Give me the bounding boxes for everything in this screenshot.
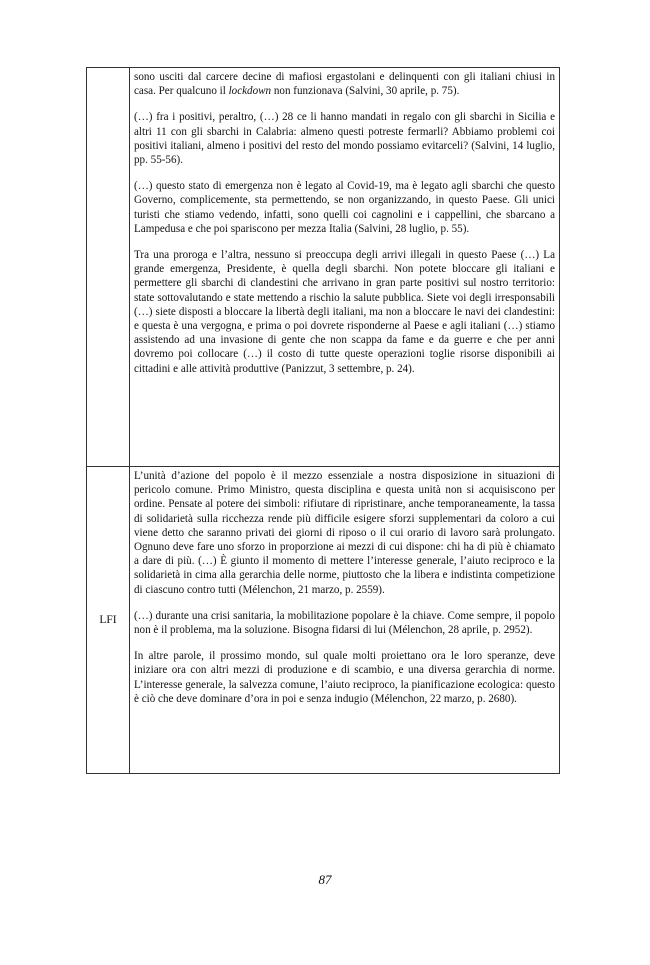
quote-paragraph: (…) fra i positivi, peraltro, (…) 28 ce li hanno mandati in regalo con gli sbarchi in Sicilia e altri 11 con gli sbarchi in Calabria: almeno questi potreste fermarli? Abbiamo problemi coi positivi italiani, almeno i positivi del resto del mondo possiamo evitarceli? (Salvini, 14 luglio, pp. 55-56). [134,111,555,167]
quotes-table [86,67,560,774]
quote-paragraph: (…) questo stato di emergenza non è legato al Covid-19, ma è legato agli sbarchi che questo Governo, complicemente, sta permettendo, se non organizzando, in questo Paese. Gli unici turisti che stiamo vedendo, infatti, sono quelli coi cagnolini e i cappellini, che sbarcano a Lampedusa e che poi spariscono per mezza Italia (Salvini, 28 luglio, p. 55). [134,180,555,235]
page-number: 87 [318,872,332,887]
emphasis-text: lockdown [228,85,272,98]
quote-paragraph: L’unità d’azione del popolo è il mezzo essenziale a nostra disposizione in situazioni di pericolo comune. Primo Ministro, questa disciplina e questa unità non si acquisiscono per ordine. Pensate al potere dei simboli: rifiutare di ripristinare, anche temporaneamente, la tassa di solidarietà sulla ricchezza rende più difficile esigere sforzi supplementari da coloro a cui viene detto che saranno privati dei giorni di riposo o il cui orario di lavoro sarà prolungato. Ognuno deve fare uno sforzo in proporzione ai mezzi di cui dispone: chi ha di più è chiamato a dare di più. (…) È giunto il momento di mettere l’interesse generale, l’aiuto reciproco e la solidarietà in cima alla gerarchia delle norme, piuttosto che la libera e indistinta competizione di ciascuno contro tutti (Mélenchon, 21 marzo, p. 2559). [134,470,555,596]
quotes-cell [130,68,560,467]
table-row [87,467,560,774]
quote-paragraph: (…) durante una crisi sanitaria, la mobilitazione popolare è la chiave. Come sempre, il popolo non è il problema, ma la soluzione. Bisogna fidarsi di lui (Mélenchon, 28 aprile, p. 2952). [134,609,555,637]
table-row [87,68,560,467]
party-cell: LFI [87,467,130,774]
quotes-cell [130,467,560,774]
party-cell [87,68,130,467]
quote-paragraph: In altre parole, il prossimo mondo, sul quale molti proiettano ora le loro speranze, deve iniziare ora con altri mezzi di produzione e di scambio, e una diversa gerarchia di norme. L’interesse generale, la salvezza comune, l’aiuto reciproco, la pianificazione ecologica: questo è ciò che deve dominare d’ora in poi e senza indugio (Mélenchon, 22 marzo, p. 2680). [134,650,555,705]
quote-paragraph: sono usciti dal carcere decine di mafiosi ergastolani e delinquenti con gli italiani chiusi in casa. Per qualcuno il lockdown non funzionava (Salvini, 30 aprile, p. 75). [134,71,555,98]
quote-paragraph: Tra una proroga e l’altra, nessuno si preoccupa degli arrivi illegali in questo Paese (…) La grande emergenza, Presidente, è quella degli sbarchi. Non potete bloccare gli italiani e permettere gli sbarchi di clandestini che arrivano in gran parte positivi sul nostro territorio: state sottovalutando e state mettendo a rischio la salute pubblica. Siete voi degli irresponsabili (…) siete disposti a bloccare la libertà degli italiani, ma non a bloccare le navi dei clandestini: e questa è una vergogna, e prima o poi dovrete risponderne al Paese e agli italiani (…) stiamo assistendo ad una invasione di gente che non scappa da fame e da guerre e che per anni dovremo poi collocare (…) il costo di tutte queste operazioni toglie risorse disponibili ai cittadini e alle attività produttive (Panizzut, 3 settembre, p. 24). [134,249,555,375]
